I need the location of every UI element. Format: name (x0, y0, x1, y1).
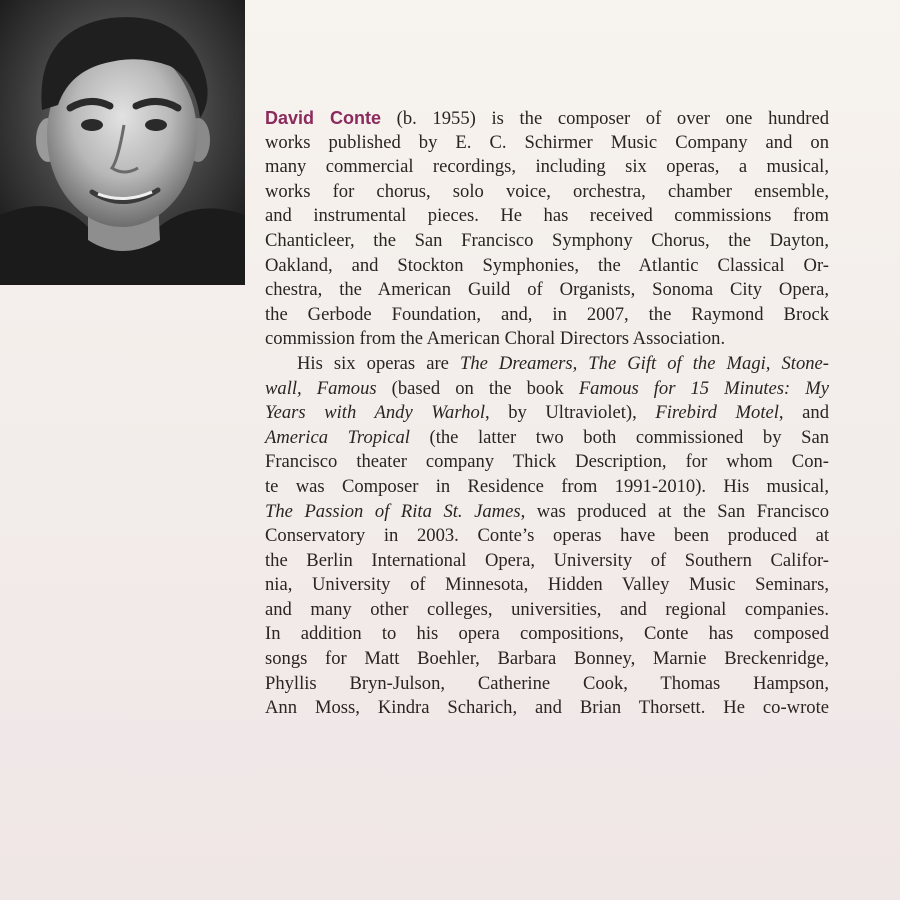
bio-line: Conservatory in 2003. Conte’s operas have been produced at (265, 525, 829, 547)
bio-line: works published by E. C. Schirmer Music Company and on (265, 131, 829, 153)
bio-line: many commercial recordings, including six operas, a musical, (265, 156, 829, 178)
composer-name: David Conte (265, 108, 382, 128)
bio-line: Oakland, and Stockton Symphonies, the Atlantic Classical Or- (265, 254, 829, 276)
bio-line: works for chorus, solo voice, orchestra, chamber ensemble, (265, 180, 829, 202)
bio-line: the Berlin International Opera, University of Southern Califor- (265, 549, 829, 571)
bio-line: chestra, the American Guild of Organists, Sonoma City Opera, (265, 279, 829, 301)
portrait-photo (0, 0, 245, 285)
bio-line: Years with Andy Warhol, by Ultraviolet), Firebird Motel, and (265, 402, 829, 424)
bio-line: His six operas are The Dreamers, The Gift of the Magi, Stone- (297, 352, 829, 374)
bio-line: The Passion of Rita St. James, was produced at the San Francisco (265, 500, 829, 522)
bio-line: commission from the American Choral Directors Association. (265, 328, 726, 350)
bio-line: In addition to his opera compositions, Conte has composed (265, 623, 829, 645)
bio-line: nia, University of Minnesota, Hidden Valley Music Seminars, (265, 574, 829, 596)
bio-line: and many other colleges, universities, and regional companies. (265, 598, 829, 620)
portrait-illustration (0, 0, 245, 285)
bio-line: Ann Moss, Kindra Scharich, and Brian Thorsett. He co-wrote (265, 697, 829, 719)
bio-line: America Tropical (the latter two both commissioned by San (265, 426, 829, 448)
bio-line: Phyllis Bryn-Julson, Catherine Cook, Thomas Hampson, (265, 672, 829, 694)
biography-text (265, 106, 829, 721)
bio-line: songs for Matt Boehler, Barbara Bonney, Marnie Breckenridge, (265, 648, 829, 670)
bio-line: Francisco theater company Thick Description, for whom Con- (265, 451, 829, 473)
bio-line: David Conte (b. 1955) is the composer of over one hundred (265, 108, 830, 129)
bio-line: the Gerbode Foundation, and, in 2007, the Raymond Brock (265, 303, 829, 325)
bio-line: and instrumental pieces. He has received commissions from (265, 205, 829, 227)
bio-line: wall, Famous (based on the book Famous for 15 Minutes: My (265, 377, 829, 399)
bio-line: Chanticleer, the San Francisco Symphony Chorus, the Dayton, (265, 229, 829, 251)
bio-line: te was Composer in Residence from 1991-2010). His musical, (265, 475, 829, 497)
